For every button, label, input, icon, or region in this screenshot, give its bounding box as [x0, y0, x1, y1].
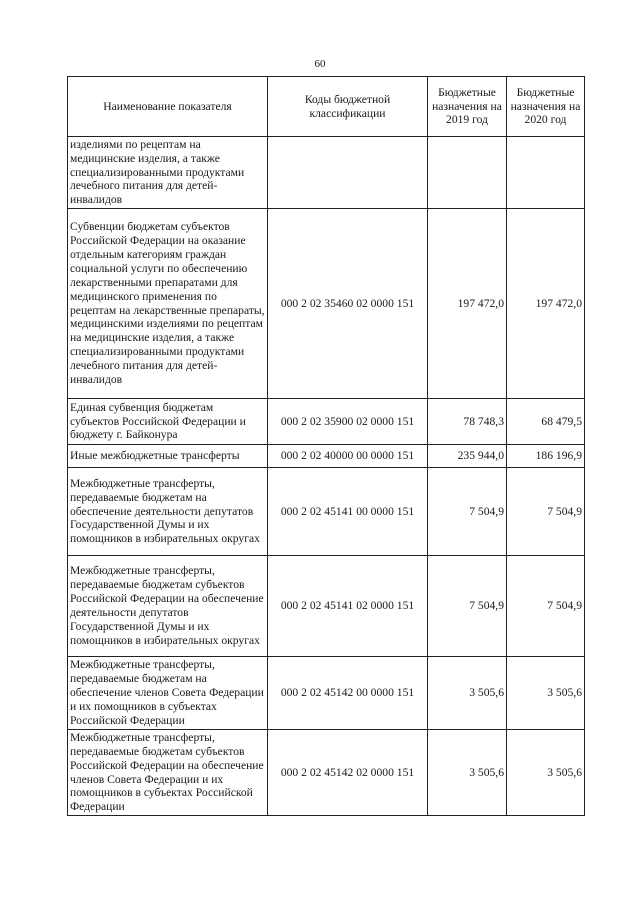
row-value-2020: 197 472,0: [507, 209, 585, 399]
row-value-2020: 186 196,9: [507, 445, 585, 468]
row-code: 000 2 02 35460 02 0000 151: [268, 209, 428, 399]
row-value-2019: 3 505,6: [428, 657, 507, 730]
row-value-2019: 197 472,0: [428, 209, 507, 399]
row-value-2020: 7 504,9: [507, 556, 585, 657]
row-value-2020: [507, 137, 585, 209]
row-code: 000 2 02 45142 00 0000 151: [268, 657, 428, 730]
row-code: 000 2 02 40000 00 0000 151: [268, 445, 428, 468]
row-name: изделиями по рецептам на медицинские изделия, а также специализированными продуктами лечебного питания для детей-инвалидов: [68, 137, 268, 209]
row-code: 000 2 02 45142 02 0000 151: [268, 730, 428, 816]
table-row: [68, 209, 585, 399]
page-number: 60: [314, 58, 326, 70]
table-row: [68, 445, 585, 468]
row-code: 000 2 02 45141 02 0000 151: [268, 556, 428, 657]
header-name: Наименование показателя: [68, 77, 268, 137]
row-value-2019: 235 944,0: [428, 445, 507, 468]
header-code: Коды бюджетной классификации: [268, 77, 428, 137]
row-value-2020: 3 505,6: [507, 657, 585, 730]
table-row: [68, 399, 585, 445]
row-value-2019: [428, 137, 507, 209]
table-header-row: [68, 77, 585, 137]
row-name: Единая субвенция бюджетам субъектов Российской Федерации и бюджету г. Байконура: [68, 399, 268, 445]
table-row: [68, 556, 585, 657]
row-name: Субвенции бюджетам субъектов Российской Федерации на оказание отдельным категориям граждан социальной услуги по обеспечению лекарственными препаратами для медицинского применения по рецептам на лекарственные препараты, медицинскими изделиями по рецептам на медицинские изделия, а также специализированными продуктами лечебного питания для детей-инвалидов: [68, 209, 268, 399]
budget-table: [67, 76, 585, 816]
header-2020: Бюджетные назначения на 2020 год: [507, 77, 585, 137]
table-row: [68, 468, 585, 556]
row-value-2020: 68 479,5: [507, 399, 585, 445]
table-row: [68, 730, 585, 816]
row-name: Иные межбюджетные трансферты: [68, 445, 268, 468]
row-value-2020: 7 504,9: [507, 468, 585, 556]
row-name: Межбюджетные трансферты, передаваемые бюджетам субъектов Российской Федерации на обеспечение членов Совета Федерации и их помощников в субъектах Российской Федерации: [68, 730, 268, 816]
row-code: 000 2 02 45141 00 0000 151: [268, 468, 428, 556]
row-value-2020: 3 505,6: [507, 730, 585, 816]
row-name: Межбюджетные трансферты, передаваемые бюджетам на обеспечение деятельности депутатов Государственной Думы и их помощников в избирательных округах: [68, 468, 268, 556]
row-value-2019: 7 504,9: [428, 556, 507, 657]
table-row: [68, 657, 585, 730]
row-value-2019: 7 504,9: [428, 468, 507, 556]
table-row: [68, 137, 585, 209]
row-value-2019: 78 748,3: [428, 399, 507, 445]
row-value-2019: 3 505,6: [428, 730, 507, 816]
row-code: 000 2 02 35900 02 0000 151: [268, 399, 428, 445]
header-2019: Бюджетные назначения на 2019 год: [428, 77, 507, 137]
row-name: Межбюджетные трансферты, передаваемые бюджетам субъектов Российской Федерации на обеспечение деятельности депутатов Государственной Думы и их помощников в избирательных округах: [68, 556, 268, 657]
row-code: [268, 137, 428, 209]
row-name: Межбюджетные трансферты, передаваемые бюджетам на обеспечение членов Совета Федерации и их помощников в субъектах Российской Федерации: [68, 657, 268, 730]
